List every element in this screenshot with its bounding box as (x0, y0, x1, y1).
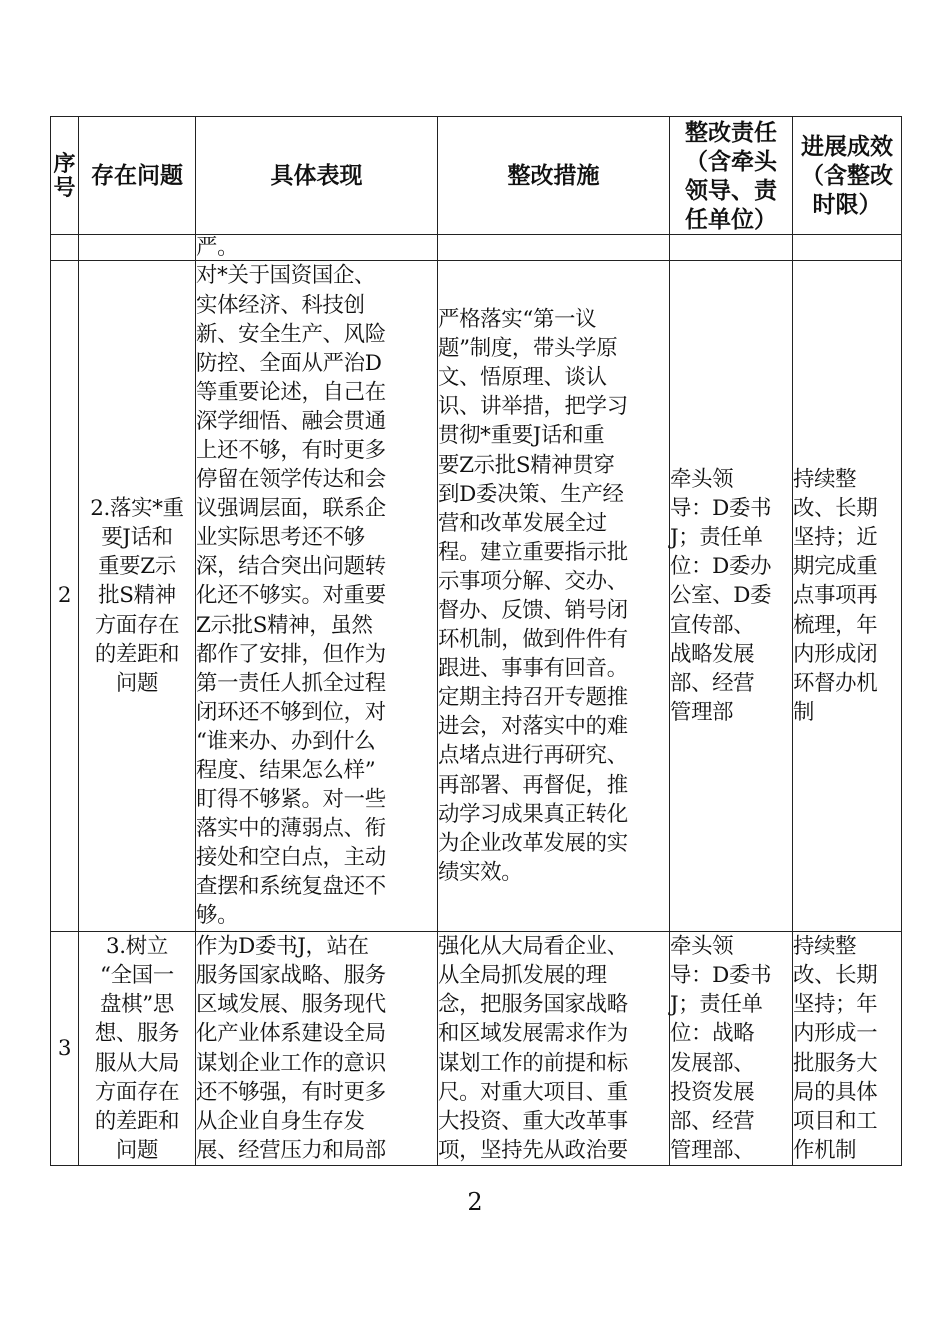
cell-line: J；责任单 (670, 992, 763, 1018)
cell-line: 位：D委办 (670, 554, 772, 580)
cell-line: 2.落实*重 (90, 496, 184, 522)
cell-line: 点堵点进行再研究、 (438, 743, 628, 769)
cell-line: 导：D委书 (670, 963, 772, 989)
cell-line: 作为D委书J，站在 (196, 934, 369, 960)
cell-line: 改、长期 (793, 963, 878, 989)
cell-line: 再部署、再督促，推 (438, 772, 628, 798)
table-row (51, 932, 902, 1166)
cell-line: 化还不够实。对重要 (196, 583, 386, 609)
header-issue: 存在问题 (79, 117, 196, 235)
cell-line: 示事项分解、交办、 (438, 568, 628, 594)
cell-line: 梳理，年 (793, 612, 878, 638)
cell-line: 期完成重 (793, 554, 878, 580)
cell-line: 对*关于国资国企、 (196, 263, 376, 289)
cell-line: 服从大局 (94, 1050, 180, 1076)
cell-line: 够。 (196, 903, 239, 929)
cell-line: 从全局抓发展的理 (438, 963, 607, 989)
cell-line: 识、讲举措，把学习 (438, 394, 628, 420)
cell-line: 盯得不够紧。对一些 (196, 787, 386, 813)
cell-line: 批服务大 (793, 1050, 878, 1076)
cell-line: 服务国家战略、服务 (196, 963, 386, 989)
rectification-table (50, 116, 902, 1166)
cell-line: 尺。对重大项目、重 (438, 1079, 628, 1105)
cell-line: 项目和工 (793, 1108, 878, 1134)
cell-line: 作机制 (793, 1137, 857, 1163)
cell-line: 的差距和 (94, 1108, 180, 1134)
cell-line: 区域发展、服务现代 (196, 992, 386, 1018)
cell-line: 实体经济、科技创 (196, 292, 365, 318)
measures-cell (438, 932, 670, 1166)
measures-cell (438, 261, 670, 932)
cell-line: 议强调层面，联系企 (196, 496, 386, 522)
cell-line: 进会，对落实中的难 (438, 714, 628, 740)
cell-line: 督办、反馈、销号闭 (438, 598, 628, 623)
cell-line: 要J话和 (101, 525, 173, 551)
cell-line: 严格落实“第一议 (438, 307, 597, 333)
cell-line: 问题 (115, 670, 159, 696)
row-number: 3 (51, 932, 79, 1166)
cell-line: 大投资、重大改革事 (438, 1108, 628, 1134)
cell-line: 方面存在 (94, 1079, 180, 1105)
cell-line: 深，结合突出问题转 (196, 554, 386, 580)
cell-line: “全国一 (100, 963, 174, 989)
cell-line: 上还不够，有时更多 (196, 437, 386, 463)
manifestation-cell (196, 932, 438, 1166)
cell-line: 内形成闭 (793, 641, 878, 667)
cell-line: 定期主持召开专题推 (438, 685, 628, 711)
cell-line: 的差距和 (94, 641, 180, 667)
cell-line: 第一责任人抓全过程 (196, 670, 386, 696)
responsibility-cell (670, 261, 793, 932)
cell-line: 批S精神 (98, 583, 176, 609)
progress-cell (793, 261, 902, 932)
cell-line: 为企业改革发展的实 (438, 830, 628, 856)
cell-line: 要Z示批S精神贯穿 (438, 452, 615, 478)
cell-line: 接处和空白点，主动 (196, 845, 386, 871)
cell-line: 牵头领 (670, 934, 734, 960)
cell-line: 改、长期 (793, 496, 878, 522)
cell-line: 深学细悟、融会贯通 (196, 408, 386, 434)
cell-line: 化产业体系建设全局 (196, 1021, 386, 1047)
cell-line: Z示批S精神，虽然 (196, 612, 373, 638)
cell-line: 动学习成果真正转化 (438, 801, 628, 827)
page-number: 2 (467, 1188, 483, 1216)
cell-line: 题”制度，带头学原 (438, 336, 618, 362)
cell-line: 局的具体 (793, 1079, 878, 1105)
table-row (51, 261, 902, 932)
cell-line: 绩实效。 (438, 859, 523, 885)
cell-line: 文、悟原理、谈认 (438, 365, 607, 391)
cell-line: 还不够强，有时更多 (196, 1079, 386, 1105)
cell-line: 到D委决策、生产经 (438, 481, 624, 507)
cell-line: 坚持；近 (793, 525, 878, 551)
header-row (51, 117, 902, 235)
issue-cell (79, 261, 196, 932)
cell-line: 环督办机 (793, 670, 878, 696)
cell-line: 谋划工作的前提和标 (438, 1050, 628, 1076)
continuation-row (51, 235, 902, 261)
cell-line: 等重要论述，自己在 (196, 379, 386, 405)
cell-line: 坚持；年 (793, 992, 878, 1018)
cell-line: 营和改革发展全过 (438, 510, 607, 536)
cell-line: 牵头领 (670, 467, 734, 493)
cell-line: 重要Z示 (98, 554, 176, 580)
cell-line: 问题 (115, 1137, 159, 1163)
cell-line: 强化从大局看企业、 (438, 934, 628, 960)
cell-line: 落实中的薄弱点、衔 (196, 816, 386, 842)
header-progress: 进展成效 （含整改 时限） (793, 117, 902, 235)
manifestation-cell (196, 261, 438, 932)
cell-line: 内形成一 (793, 1021, 878, 1047)
cell-line: 制 (793, 699, 815, 725)
cell-line: 管理部 (670, 699, 734, 725)
header-seq: 序 号 (51, 117, 79, 235)
cell-line: 投资发展 (670, 1079, 755, 1105)
cell-line: 查摆和系统复盘还不 (196, 874, 386, 900)
cell-line: 业实际思考还不够 (196, 525, 365, 551)
cell-line: 部、经营 (670, 670, 755, 696)
cell-line: 部、经营 (670, 1108, 755, 1134)
cell-line: 都作了安排，但作为 (196, 641, 386, 667)
cell-line: 战略发展 (670, 641, 755, 667)
cell-line: 程。建立重要指示批 (438, 539, 628, 565)
cell-line: 宣传部、 (670, 612, 755, 638)
cell-line: 持续整 (793, 467, 857, 493)
cell-line: 环机制，做到件件有 (438, 627, 628, 653)
cell-line: 导：D委书 (670, 496, 772, 522)
cell-line: “谁来办、办到什么 (196, 728, 376, 754)
continuation-text: 严。 (196, 235, 438, 261)
row-number: 2 (51, 261, 79, 932)
cell-line: 点事项再 (793, 583, 878, 609)
cell-line: J；责任单 (670, 525, 763, 551)
cell-line: 盘棋”思 (100, 992, 174, 1018)
cell-line: 展、经营压力和局部 (196, 1137, 386, 1163)
cell-line: 新、安全生产、风险 (196, 321, 386, 347)
cell-line: 和区域发展需求作为 (438, 1021, 628, 1047)
cell-line: 3.树立 (106, 934, 168, 960)
cell-line: 跟进、事事有回音。 (438, 656, 628, 682)
cell-line: 想、服务 (94, 1021, 180, 1047)
cell-line: 贯彻*重要J话和重 (438, 423, 605, 449)
cell-line: 闭环还不够到位，对 (196, 699, 386, 725)
header-manifestation: 具体表现 (196, 117, 438, 235)
cell-line: 谋划企业工作的意识 (196, 1050, 386, 1076)
issue-cell (79, 932, 196, 1166)
cell-line: 方面存在 (94, 612, 180, 638)
cell-line: 程度、结果怎么样” (196, 758, 376, 784)
cell-line: 管理部、 (670, 1137, 755, 1163)
cell-line: 防控、全面从严治D (196, 350, 382, 376)
cell-line: 从企业自身生存发 (196, 1108, 365, 1134)
responsibility-cell (670, 932, 793, 1166)
header-measures: 整改措施 (438, 117, 670, 235)
header-responsibility: 整改责任 （含牵头 领导、责 任单位） (670, 117, 793, 235)
cell-line: 位：战略 (670, 1021, 755, 1047)
cell-line: 发展部、 (670, 1050, 755, 1076)
cell-line: 念，把服务国家战略 (438, 992, 628, 1018)
cell-line: 项，坚持先从政治要 (438, 1137, 628, 1163)
cell-line: 持续整 (793, 934, 857, 960)
cell-line: 停留在领学传达和会 (196, 467, 386, 493)
progress-cell (793, 932, 902, 1166)
cell-line: 公室、D委 (670, 583, 772, 609)
